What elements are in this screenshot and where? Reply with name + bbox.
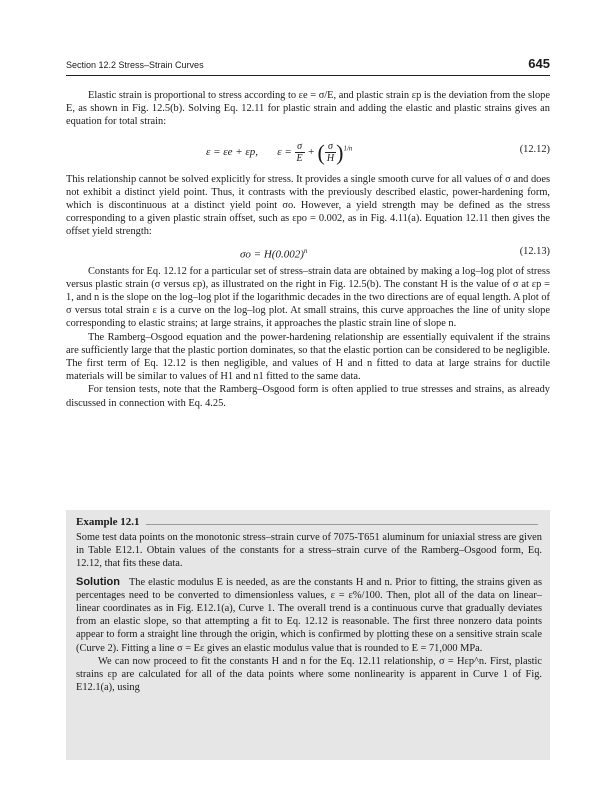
equation-12-12-formula: ε = εe + εp, ε = $\frac{\sigma}{E}$ + ( $\frac{\sigma}{H}$ )$^{1/n}$ [206, 139, 353, 165]
eq2-exponent: n [303, 246, 308, 255]
example-content [76, 531, 542, 694]
eq1-fraction [295, 141, 305, 164]
eq2-body: σo = H(0.002) [240, 248, 304, 261]
example-title-rule [146, 524, 538, 525]
eq1-plus: + [307, 145, 315, 158]
example-box [66, 510, 550, 760]
paragraph-3: Constants for Eq. 12.12 for a particular set of stress–strain data are obtained by making a log–log plot of stress versus plastic strain (σ versus εp), as illustrated on the right in Fig. 12.5(b). The constant H is the value of σ at εp = 1, and n is the slope on the log–log plot if the logarithmic decades in the two directions are of equal length. A plot of σ versus total strain ε is a curve on the log–log plot. At small strains, this curve approaches the line of unity slope corresponding to elastic strains; at large strains, it approaches the plastic strain line of slope n. [66, 265, 550, 330]
paragraph-4: The Ramberg–Osgood equation and the power-hardening relationship are essentially equivalent if the strains are sufficiently large that the plastic portion dominates, so that the elastic portion can be considered to be negligible. The first term of Eq. 12.12 is then negligible, and values of H and n fitted to data at large strains for ductile materials will be similar to values of H1 and n1 fitted to the same data. [66, 331, 550, 383]
eq1-exponent: 1/n [343, 143, 353, 152]
equation-12-13 [66, 239, 550, 265]
eq1-inner-numerator: σ [325, 141, 336, 153]
eq1-inner-denominator: H [326, 152, 335, 164]
eq1-left: ε = εe + εp, [206, 145, 258, 158]
section-title: Section 12.2 Stress–Strain Curves [66, 60, 204, 70]
main-text [66, 89, 550, 410]
equation-12-12-number: (12.12) [519, 143, 550, 155]
example-title: Example 12.1 [76, 516, 140, 528]
equation-12-13-number: (12.13) [519, 245, 550, 257]
eq1-denominator: E [296, 152, 303, 164]
page-header [66, 56, 550, 76]
paragraph-1: Elastic strain is proportional to stress according to εe = σ/E, and plastic strain εp is the deviation from the slope E, as shown in Fig. 12.5(b). Solving Eq. 12.11 for plastic strain and adding the elastic and plastic strains gives an equation for total strain: [66, 90, 550, 128]
solution-paragraph-2: We can now proceed to fit the constants H and n for the Eq. 12.11 relationship, σ = Hεp^n. First, plastic strains εp are calculated for all of the data points where some nonlinearity is apparent in Curve 1 of Fig. E12.1(a), using [76, 655, 542, 694]
eq1-right-prefix: ε = [277, 145, 292, 158]
equation-12-12 [66, 129, 550, 173]
example-solution [76, 576, 542, 655]
eq1-numerator: σ [295, 141, 305, 153]
solution-text: The elastic modulus E is needed, as are the constants H and n. Prior to fitting, the strains given as percentages need to be converted to dimensionless values, ε = ε%/100. Then, plot all of the data on linear–linear coordinates as in Fig. E12.1(a), Curve 1. The overall trend is a continuous curve that gradually deviates from an elastic slope, so that attempting a fit to Eq. 12.12 is reasonable. The first three nonzero data points appear to form a straight line through the origin, which is confirmed by plotting these on a sensitive strain scale (Curve 2). Fitting a line σ = Eε gives an elastic modulus value that is rounded to E = 71,000 MPa. [76, 576, 542, 654]
solution-label: Solution [76, 575, 120, 588]
eq1-inner-fraction [325, 141, 336, 164]
example-statement: Some test data points on the monotonic stress–strain curve of 7075-T651 aluminum for uniaxial stress are given in Table E12.1. Obtain values of the constants for a stress–strain curve of the Ramberg–Osgood form, Eq. 12.12, that fits these data. [76, 532, 542, 570]
page-number: 645 [528, 56, 550, 71]
paragraph-2: This relationship cannot be solved explicitly for stress. It provides a single smooth curve for all values of σ and does not exhibit a distinct yield point. Thus, it contrasts with the previously described elastic, power-hardening form, which is discontinuous at a distinct yield point σo. However, a yield strength may be defined as the stress corresponding to a given plastic strain offset, such as εpo = 0.002, as in Fig. 4.11(a). Equation 12.11 then gives the offset yield strength: [66, 173, 550, 238]
equation-12-13-formula [240, 245, 307, 262]
paragraph-5: For tension tests, note that the Ramberg–Osgood form is often applied to true stresses and strains, as already discussed in connection with Eq. 4.25. [66, 384, 550, 409]
